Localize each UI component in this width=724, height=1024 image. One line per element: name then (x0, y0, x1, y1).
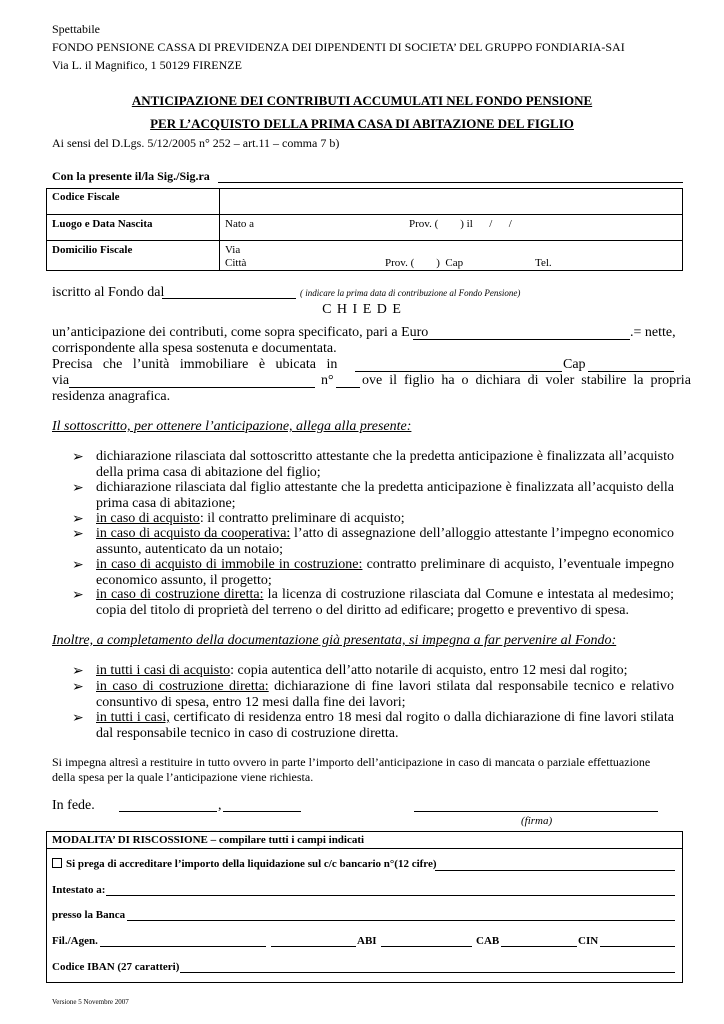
law-reference: Ai sensi del D.Lgs. 5/12/2005 n° 252 – art.11 – comma 7 b) (52, 136, 340, 150)
version-footer: Versione 5 Novembre 2007 (52, 998, 129, 1006)
chiede-heading: C H I E D E (322, 302, 402, 317)
attachment-item: in caso di acquisto da cooperativa: l’atto di assegnazione dell’alloggio attestante l’impegno economico assunto, autenticato da un notaio; (96, 526, 674, 557)
birthplace-field[interactable]: Nato a (225, 218, 255, 230)
property-cap-field[interactable] (588, 371, 674, 372)
title-line-1: ANTICIPAZIONE DEI CONTRIBUTI ACCUMULATI NEL FONDO PENSIONE (131, 93, 593, 108)
property-location-text: Precisa che l’unità immobiliare è ubicata in (52, 357, 338, 372)
bullet-arrow-icon: ➢ (72, 664, 84, 679)
amount-field[interactable] (413, 339, 630, 340)
recipient-name: FONDO PENSIONE CASSA DI PREVIDENZA DEI DIPENDENTI DI SOCIETA’ DEL GRUPPO FONDIARIA-SAI (52, 40, 625, 54)
bullet-arrow-icon: ➢ (72, 527, 84, 542)
abi-label: ABI (357, 935, 377, 947)
property-residence-end: residenza anagrafica. (52, 389, 171, 404)
enrolled-label: iscritto al Fondo dal (52, 285, 165, 300)
attachment-item: dichiarazione rilasciata dal figlio attestante che la predetta anticipazione è finalizzata all’acquisto della prima casa di abitazione; (96, 480, 674, 511)
property-city-field[interactable] (355, 371, 562, 372)
enrolled-date-field[interactable] (162, 298, 296, 299)
property-cap-label: Cap (563, 357, 586, 372)
bullet-arrow-icon: ➢ (72, 512, 84, 527)
cin-label: CIN (578, 935, 599, 947)
refund-commitment: Si impegna altresì a restituire in tutto ovvero in parte l’importo dell’anticipazione in caso di mancata o parziale effettuazione della spesa per la quale l’anticipazione viene richiesta. (52, 755, 651, 784)
commitment-item: in caso di costruzione diretta: dichiarazione di fine lavori stilata dal responsabile tecnico e relativo consuntivo di spesa, entro 12 mesi dalla fine dei lavori; (96, 679, 674, 710)
advance-text: un’anticipazione dei contributi, come sopra specificato, pari a Euro (52, 325, 429, 340)
commitment-item: in tutti i casi di acquisto: copia autentica dell’atto notarile di acquisto, entro 12 mesi dal rogito; (96, 663, 628, 678)
abi-field[interactable] (381, 946, 472, 947)
attachment-item: in caso di acquisto: il contratto preliminare di acquisto; (96, 511, 405, 526)
bullet-arrow-icon: ➢ (72, 588, 84, 603)
city-field[interactable]: Città (225, 257, 247, 269)
property-number-label: n° (321, 373, 334, 388)
applicant-name-field[interactable] (218, 182, 683, 183)
account-label: Si prega di accreditare l’importo della liquidazione sul c/c bancario n°(12 cifre) (52, 858, 437, 870)
property-number-field[interactable] (336, 387, 360, 388)
date-field[interactable] (223, 811, 301, 812)
street-field[interactable]: Via (225, 244, 241, 256)
account-number-field[interactable] (435, 870, 675, 871)
advance-text-2: corrispondente alla spesa sostenuta e documentata. (52, 341, 337, 356)
bullet-arrow-icon: ➢ (72, 450, 84, 465)
bullet-arrow-icon: ➢ (72, 680, 84, 695)
recipient-address: Via L. il Magnifico, 1 50129 FIRENZE (52, 58, 242, 72)
commitments-heading: Inoltre, a completamento della documentazione già presentata, si impegna a far pervenire al Fondo: (52, 633, 617, 648)
commitment-item: in tutti i casi, certificato di residenza entro 18 mesi dal rogito o dalla dichiarazione di fine lavori stilata dal responsabile tecnico in caso di costruzione diretta. (96, 710, 675, 741)
property-street-field[interactable] (69, 387, 315, 388)
branch-label: Fil./Agen. (52, 935, 98, 947)
iban-label: Codice IBAN (27 caratteri) (52, 961, 180, 973)
branch-field-2[interactable] (271, 946, 356, 947)
bank-field[interactable] (127, 920, 675, 921)
cin-field[interactable] (600, 946, 675, 947)
property-residence-text: ove il figlio ha o dichiara di voler stabilire la propria (362, 373, 691, 388)
iban-field[interactable] (180, 972, 675, 973)
domicile-prov-cap-field[interactable]: Prov. ( ) Cap (385, 257, 464, 269)
signature-field[interactable] (414, 811, 658, 812)
property-via-label: via (52, 373, 70, 388)
account-holder-label: Intestato a: (52, 884, 106, 896)
account-holder-field[interactable] (106, 895, 675, 896)
checkbox-icon[interactable] (52, 858, 62, 868)
bullet-arrow-icon: ➢ (72, 711, 84, 726)
bullet-arrow-icon: ➢ (72, 481, 84, 496)
title-line-2: PER L’ACQUISTO DELLA PRIMA CASA DI ABITAZIONE DEL FIGLIO (150, 116, 574, 131)
cab-label: CAB (476, 935, 500, 947)
attachments-heading: Il sottoscritto, per ottenere l’anticipazione, allega alla presente: (52, 419, 412, 434)
birth-label: Luogo e Data Nascita (52, 218, 153, 230)
enrolled-note: ( indicare la prima data di contribuzione al Fondo Pensione) (300, 288, 521, 298)
birth-prov-date-field[interactable]: Prov. ( ) il / / (409, 218, 512, 230)
domicile-label: Domicilio Fiscale (52, 244, 133, 256)
advance-text-net: .= nette, (630, 325, 676, 340)
applicant-label: Con la presente il/la Sig./Sig.ra (52, 169, 210, 183)
bank-label: presso la Banca (52, 909, 126, 921)
in-fede-label: In fede. (52, 798, 95, 813)
cab-field[interactable] (501, 946, 577, 947)
attachment-item: dichiarazione rilasciata dal sottoscritto attestante che la predetta anticipazione è finalizzata all’acquisto della prima casa di abitazione del figlio; (96, 449, 674, 480)
bullet-arrow-icon: ➢ (72, 558, 84, 573)
fiscal-code-field[interactable] (222, 192, 677, 212)
place-field[interactable] (119, 811, 217, 812)
phone-field[interactable]: Tel. (535, 257, 552, 269)
branch-field[interactable] (100, 946, 266, 947)
signature-label: (firma) (521, 815, 553, 827)
attachment-item: in caso di acquisto di immobile in costruzione: contratto preliminare di acquisto, l’eventuale impegno economico assunto, il progetto; (96, 557, 674, 588)
fiscal-code-label: Codice Fiscale (52, 191, 120, 203)
payment-method-title: MODALITA’ DI RISCOSSIONE – compilare tutti i campi indicati (52, 834, 365, 846)
attachment-item: in caso di costruzione diretta: la licenza di costruzione rilasciata dal Comune e intestata al medesimo; copia del titolo di proprietà del terreno o del diritto ad edificare; progetto e preventivo di spesa. (96, 587, 674, 618)
recipient-label: Spettabile (52, 22, 100, 36)
